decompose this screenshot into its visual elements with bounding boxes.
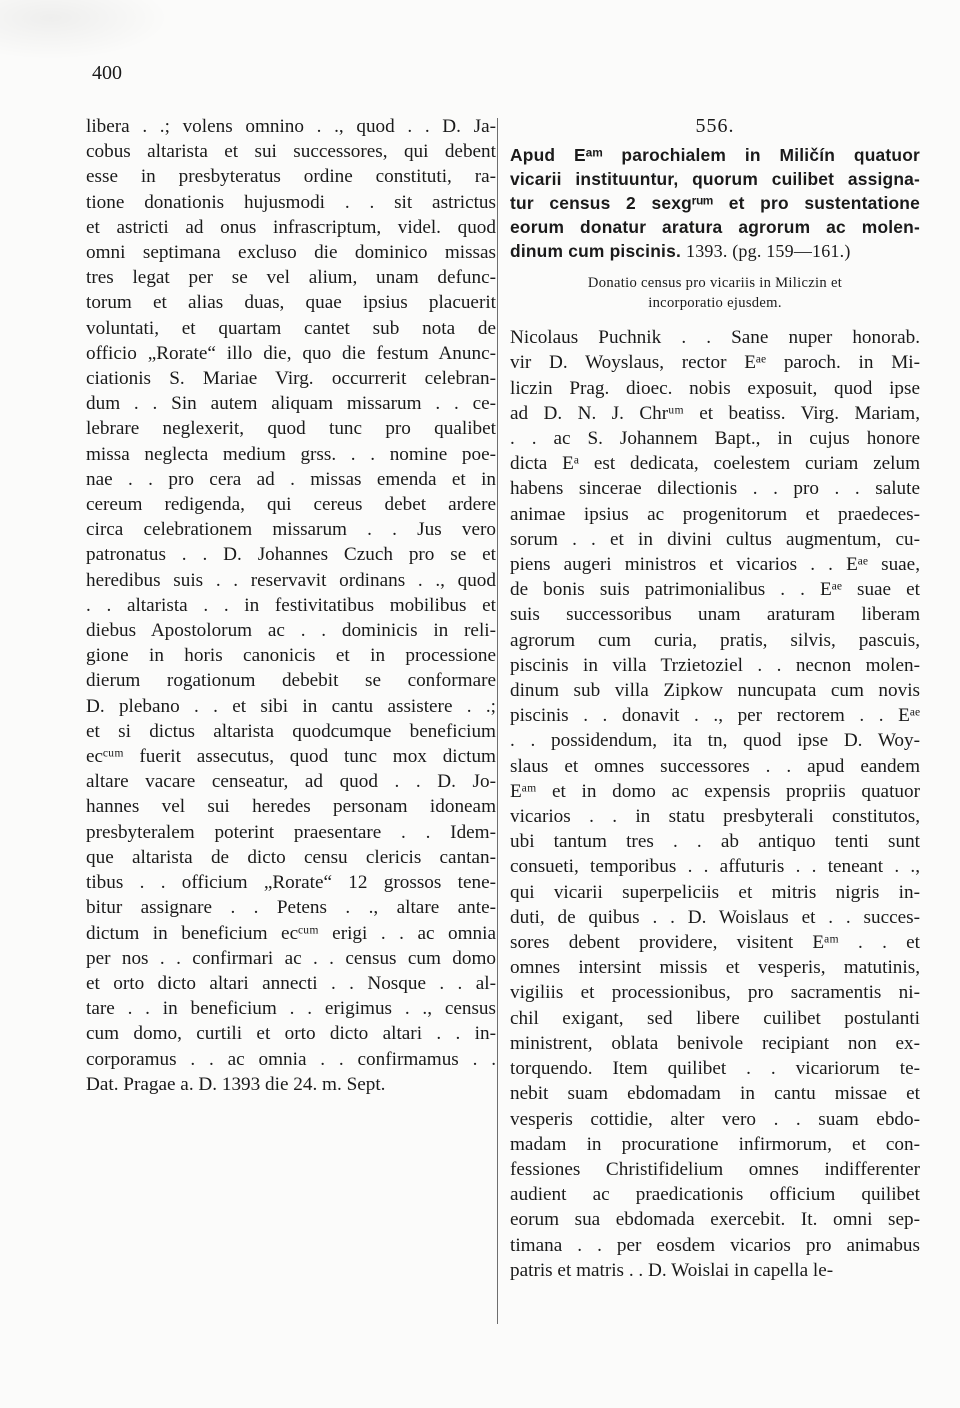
text-line: qui vicarii superpeliciis et mitris nigris in-: [510, 881, 920, 903]
text-line: tione donationis hujusmodi . . sit astrictus: [86, 191, 496, 213]
text-line: patris et matris . . D. Woislai in capella le-: [510, 1259, 834, 1281]
text-line: ubi tantum tres . . ab antiquo tenti sunt: [510, 831, 920, 853]
text-line: timana . . per eosdem vicarios pro animabus: [510, 1234, 920, 1256]
right-column: [510, 114, 920, 1283]
text-line: heredibus suis . . reservavit ordinans . ., quod: [86, 569, 496, 591]
text-line: eorum sua ebdomada exercebit. It. omni sep-: [510, 1209, 920, 1231]
scan-smudge: [0, 0, 170, 60]
text-line: officio „Rorate“ illo die, quo die festum Anunc-: [86, 342, 496, 364]
text-line: altare vacare censeatur, ad quod . . D. Jo-: [86, 771, 496, 793]
column-divider: [497, 118, 498, 1324]
text-line: fessiones Christifidelium omnes indifferenter: [510, 1158, 920, 1180]
text-line: ad D. N. J. Chrᵘᵐ et beatiss. Virg. Mariam,: [510, 402, 920, 424]
text-line: Eᵃᵐ et in domo ac expensis propriis quatuor: [510, 780, 920, 802]
text-line: diebus Apostolorum ac . . dominicis in reli-: [86, 620, 496, 642]
text-line: animae ipsius ac progenitorum et praedeces-: [510, 503, 920, 525]
text-line: torquendo. Item quilibet . . vicariorum te-: [510, 1058, 920, 1080]
text-line: habens sincerae dilectionis . . pro . . salute: [510, 478, 920, 500]
text-line: hannes vel sui heredes personam idoneam: [86, 796, 496, 818]
text-line: piens augeri ministros et vicarios . . Eᵃᵉ suae,: [510, 554, 920, 576]
right-column-body: [510, 325, 920, 1283]
text-line: libera . .; volens omnino . ., quod . . D. Ja-: [86, 116, 496, 137]
text-line: ministrent, oblata benivole recipiant non ex-: [510, 1032, 920, 1054]
text-line: ecᶜᵘᵐ fuerit assecutus, quod tunc mox dictum: [86, 746, 496, 768]
text-line: dinum sub villa Zipkow nuncupata cum novis: [510, 680, 920, 702]
document-number: 556.: [695, 115, 735, 137]
heading-line: tur census 2 sexgʳᵘᵐ et pro sustentatione: [510, 193, 920, 214]
text-line: presbyteralem poterint praesentare . . Idem-: [86, 821, 496, 843]
heading-line-last: [510, 239, 920, 263]
text-line: consueti, temporibus . . affuturis . . teneant . .,: [510, 856, 920, 878]
text-line: . . ac S. Johannem Bapt., in cujus honore: [510, 428, 920, 450]
text-line: cum domo, curtili et orto dicto altari . . in-: [86, 1023, 496, 1045]
text-line: que altarista de dicto censu clericis cantan-: [86, 846, 496, 868]
text-line: vir D. Woyslaus, rector Eᵃᵉ paroch. in Mi-: [510, 352, 920, 374]
heading-line: eorum donatur aratura agrorum ac molen-: [510, 217, 920, 238]
text-line: agrorum cum curia, pratis, silvis, pascuis,: [510, 629, 920, 651]
text-line: chil exigant, sed libere cuilibet postulanti: [510, 1007, 920, 1029]
text-line: dictum in beneficium ecᶜᵘᵐ erigi . . ac omnia: [86, 922, 496, 944]
text-line: corporamus . . ac omnia . . confirmamus . .: [86, 1048, 496, 1070]
text-line: piscinis . . donavit . ., per rectorem . . Eᵃᵉ: [510, 705, 920, 727]
text-line: gione in horis canonicis et in processione: [86, 645, 496, 667]
text-line: vicarios . . in statu presbyterali constitutos,: [510, 806, 920, 828]
text-line: voluntati, et quartam cantet sub nota de: [86, 317, 496, 339]
text-line: vigiliis et processionibus, pro sacramentis ni-: [510, 982, 920, 1004]
heading-line: vicarii instituuntur, quorum cuilibet assigna-: [510, 169, 920, 190]
text-line: suis successoribus unam araturam liberam: [510, 604, 920, 626]
text-line: cereum redigenda, qui cereus debet ardere: [86, 494, 496, 516]
text-line: circa celebrationem missarum . . Jus vero: [86, 519, 496, 541]
text-line: missa neglecta medium grss. . . nomine poe-: [86, 443, 496, 465]
heading-last-text: dinum cum piscinis.: [510, 241, 681, 262]
left-column: [86, 114, 496, 1097]
text-line: slaus et omnes successores . . apud eandem: [510, 755, 920, 777]
text-line: liczin Prag. dioec. nobis exposuit, quod ipse: [510, 377, 920, 399]
text-line: tres legat per se vel alium, unam defunc-: [86, 267, 496, 289]
document-heading: [510, 143, 920, 263]
text-line: et astricti ad onus infrascriptum, videl. quod: [86, 216, 496, 238]
text-line: sores debent providere, visitent Eᵃᵐ . . et: [510, 932, 920, 954]
text-line: bitur assignare . . Petens . ., altare ante-: [86, 897, 496, 919]
document-summary: [510, 273, 920, 313]
text-line: dum . . Sin autem aliquam missarum . . ce-: [86, 393, 496, 415]
text-line: duti, de quibus . . D. Woislaus et . . succes-: [510, 906, 920, 928]
text-line: . . possidendum, ita tn, quod ipse D. Woy-: [510, 730, 920, 752]
text-line: et orto dicto altari annecti . . Nosque . . al-: [86, 972, 496, 994]
text-line: nae . . pro cera ad . missas emenda et in: [86, 468, 496, 490]
text-line: tibus . . officium „Rorate“ 12 grossos tene-: [86, 872, 496, 894]
text-line: de bonis suis patrimonialibus . . Eᵃᵉ suae et: [510, 579, 920, 601]
text-line: Dat. Pragae a. D. 1393 die 24. m. Sept.: [86, 1073, 386, 1095]
heading-line: Apud Eᵃᵐ parochialem in Miličín quatuor: [510, 145, 920, 166]
text-line: per nos . . confirmari ac . . census cum domo: [86, 947, 496, 969]
text-line: et si dictus altarista quodcumque beneficium: [86, 720, 496, 742]
text-line: vesperis cottidie, alter vero . . suam ebdo-: [510, 1108, 920, 1130]
page-number: 400: [92, 62, 122, 84]
text-line: omni septimana excluso die dominico missas: [86, 242, 496, 264]
text-line: cobus altarista et sui successores, qui debent: [86, 141, 496, 163]
text-line: nebit suam ebdomadam in cantu missae et: [510, 1083, 920, 1105]
text-line: . . altarista . . in festivitatibus mobilibus et: [86, 594, 496, 616]
text-line: esse in presbyteratus ordine constituti, ra-: [86, 166, 496, 188]
text-line: dicta Eᵃ est dedicata, coelestem curiam zelum: [510, 453, 920, 475]
text-line: sorum . . et in divini cultus augmentum, cu-: [510, 528, 920, 550]
summary-line: Donatio census pro vicariis in Miliczin et: [587, 275, 843, 292]
heading-reference: 1393. (pg. 159—161.): [686, 241, 851, 262]
text-line: Nicolaus Puchnik . . Sane nuper honorab.: [510, 327, 920, 349]
text-line: lebrare neglexerit, quod tunc pro qualibet: [86, 418, 496, 440]
text-line: tare . . in beneficium . . erigimus . ., census: [86, 998, 496, 1020]
text-line: dierum rogationum debebit se conformare: [86, 670, 496, 692]
text-line: omnes intersint missis et vesperis, matutinis,: [510, 957, 920, 979]
text-line: madam in procuratione infirmorum, et con-: [510, 1133, 920, 1155]
text-line: torum et alias duas, quae ipsius placuerit: [86, 292, 496, 314]
text-line: piscinis in villa Trzietoziel . . necnon molen-: [510, 654, 920, 676]
text-line: audient ac praedicationis officium quilibet: [510, 1184, 920, 1206]
text-line: ciationis S. Mariae Virg. occurrerit celebran-: [86, 368, 496, 390]
text-line: D. plebano . . et sibi in cantu assistere . .;: [86, 695, 496, 717]
text-line: patronatus . . D. Johannes Czuch pro se et: [86, 544, 496, 566]
summary-line: incorporatio ejusdem.: [648, 295, 782, 312]
